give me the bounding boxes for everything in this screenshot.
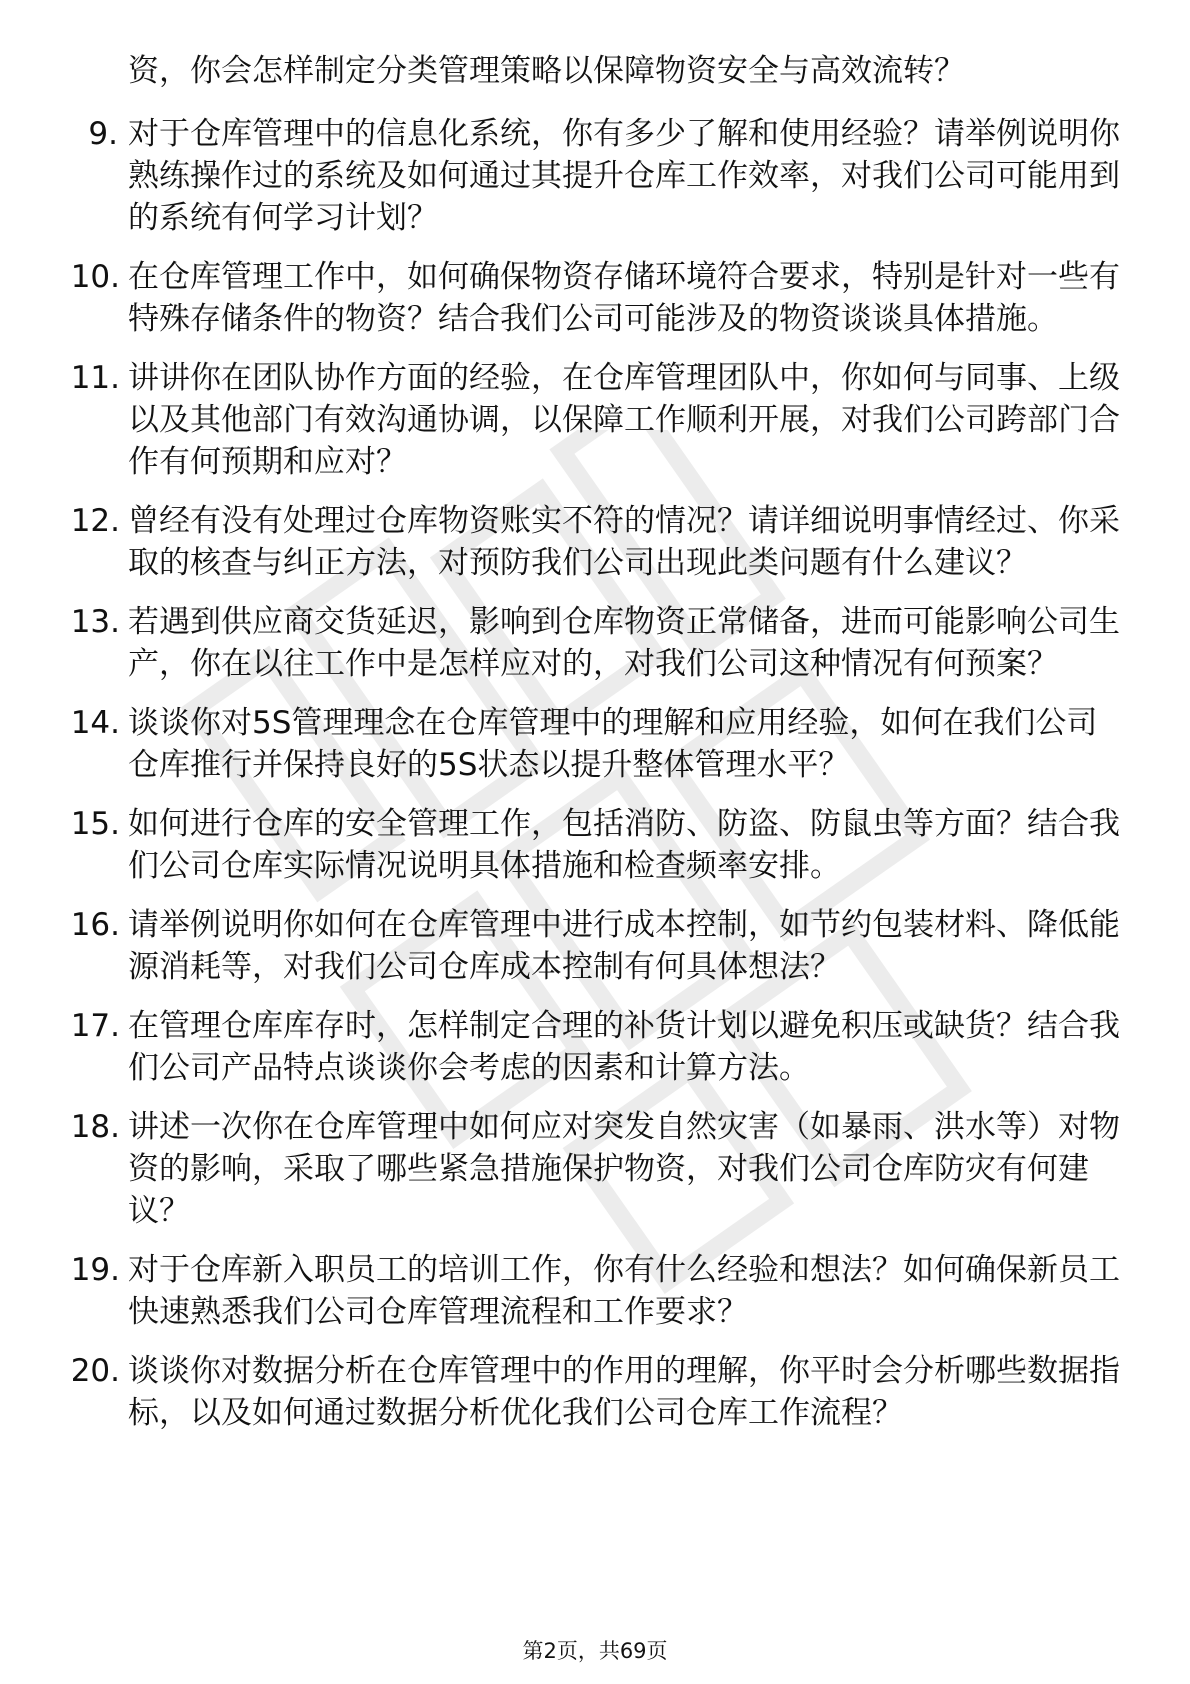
- question-number: 19.: [70, 1252, 120, 1288]
- question-number: 9.: [88, 116, 118, 152]
- list-item: [0, 113, 1190, 239]
- question-number: 13.: [70, 604, 120, 640]
- list-item: [0, 1350, 1190, 1434]
- list-item: [0, 601, 1190, 685]
- question-text: 请举例说明你如何在仓库管理中进行成本控制，如节约包装材料、降低能源消耗等，对我们公司仓库成本控制有何具体想法？: [128, 907, 1120, 985]
- question-number: 16.: [70, 907, 120, 943]
- question-text: 在仓库管理工作中，如何确保物资存储环境符合要求，特别是针对一些有特殊存储条件的物资？结合我们公司可能涉及的物资谈谈具体措施。: [128, 259, 1120, 337]
- question-number: 18.: [70, 1109, 120, 1145]
- question-text: 如何进行仓库的安全管理工作，包括消防、防盗、防鼠虫等方面？结合我们公司仓库实际情况说明具体措施和检查频率安排。: [128, 806, 1120, 884]
- question-number: 17.: [70, 1008, 120, 1044]
- question-number: 11.: [70, 360, 120, 396]
- question-text: 谈谈你对5S管理理念在仓库管理中的理解和应用经验，如何在我们公司仓库推行并保持良好的5S状态以提升整体管理水平？: [128, 705, 1098, 783]
- question-text: 曾经有没有处理过仓库物资账实不符的情况？请详细说明事情经过、你采取的核查与纠正方法，对预防我们公司出现此类问题有什么建议？: [128, 503, 1120, 581]
- list-item: [0, 1005, 1190, 1089]
- question-number: 20.: [70, 1353, 120, 1389]
- question-number: 10.: [70, 259, 120, 295]
- list-item: [0, 803, 1190, 887]
- list-item: [0, 256, 1190, 340]
- question-number: 12.: [70, 503, 120, 539]
- question-number: 14.: [70, 705, 120, 741]
- list-item: [0, 702, 1190, 786]
- page-footer: 第2页，共69页: [522, 1639, 668, 1663]
- question-text: 谈谈你对数据分析在仓库管理中的作用的理解，你平时会分析哪些数据指标，以及如何通过数据分析优化我们公司仓库工作流程？: [128, 1353, 1120, 1431]
- list-item: [0, 1106, 1190, 1232]
- question-text: 在管理仓库库存时，怎样制定合理的补货计划以避免积压或缺货？结合我们公司产品特点谈谈你会考虑的因素和计算方法。: [128, 1008, 1120, 1086]
- list-item: [0, 1249, 1190, 1333]
- list-item: [0, 357, 1190, 483]
- question-text: 对于仓库新入职员工的培训工作，你有什么经验和想法？如何确保新员工快速熟悉我们公司仓库管理流程和工作要求？: [128, 1252, 1120, 1330]
- question-text: 讲讲你在团队协作方面的经验，在仓库管理团队中，你如何与同事、上级以及其他部门有效沟通协调，以保障工作顺利开展，对我们公司跨部门合作有何预期和应对？: [128, 360, 1120, 480]
- question-number: 15.: [70, 806, 120, 842]
- continuation-paragraph: 资，你会怎样制定分类管理策略以保障物资安全与高效流转？: [128, 53, 965, 89]
- question-text: 若遇到供应商交货延迟，影响到仓库物资正常储备，进而可能影响公司生产，你在以往工作中是怎样应对的，对我们公司这种情况有何预案？: [128, 604, 1120, 682]
- question-text: 对于仓库管理中的信息化系统，你有多少了解和使用经验？请举例说明你熟练操作过的系统及如何通过其提升仓库工作效率，对我们公司可能用到的系统有何学习计划？: [128, 116, 1120, 236]
- list-item: [0, 500, 1190, 584]
- question-list: [0, 113, 1190, 1451]
- list-item: [0, 904, 1190, 988]
- question-text: 讲述一次你在仓库管理中如何应对突发自然灾害（如暴雨、洪水等）对物资的影响，采取了哪些紧急措施保护物资，对我们公司仓库防灾有何建议？: [128, 1109, 1120, 1229]
